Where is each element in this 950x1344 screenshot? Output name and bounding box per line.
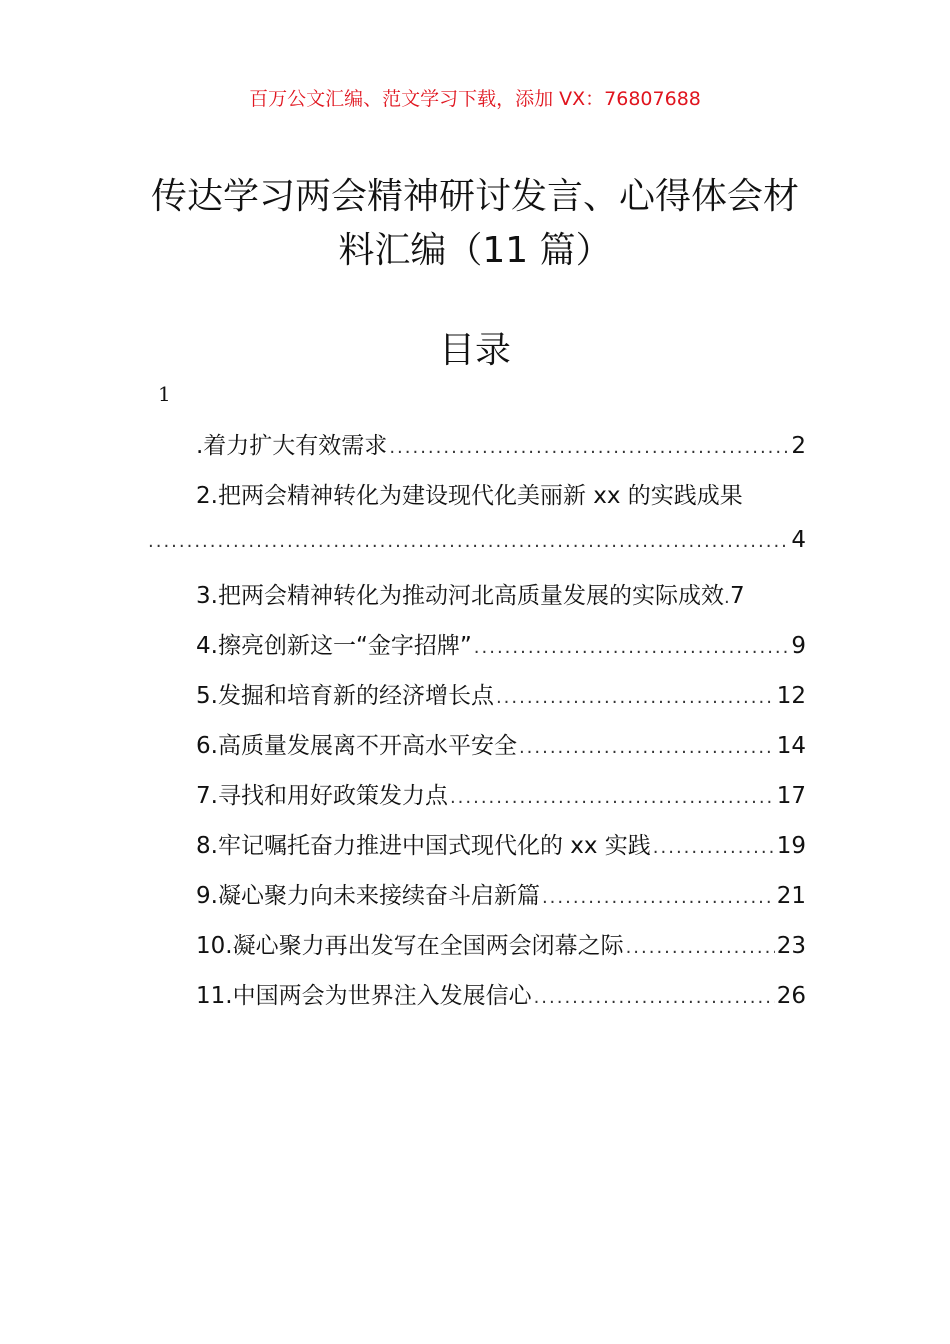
stray-number: 1 [158,382,171,406]
toc-entry-page: 2 [791,433,806,459]
toc-entry-label: 5.发掘和培育新的经济增长点 [196,683,494,709]
toc-entry[interactable] [196,827,806,859]
toc-entry-page: 21 [776,883,806,909]
document-title [150,170,800,278]
toc-entry-label: 2.把两会精神转化为建设现代化美丽新 xx 的实践成果 [196,483,743,509]
leader-dots [148,531,789,552]
toc-entry-page: 7 [729,583,745,609]
toc-entry[interactable] [196,777,806,809]
toc-entry[interactable] [196,577,806,609]
title-line-1: 传达学习两会精神研讨发言、心得体会材 [150,176,799,217]
leader-dots [389,437,789,458]
toc-entry-label: 6.高质量发展离不开高水平安全 [196,733,517,759]
toc-entry-label: 10.凝心聚力再出发写在全国两会闭幕之际 [196,933,624,959]
toc-entry[interactable] [196,627,806,659]
leader-dots [450,787,775,808]
toc-entry-label: 9.凝心聚力向未来接续奋斗启新篇 [196,883,540,909]
toc-entry[interactable] [196,877,806,909]
toc-entry-page: 17 [776,783,806,809]
leader-dots [474,637,790,658]
toc-entry-page: 14 [776,733,806,759]
toc-entry-page: 23 [776,933,806,959]
toc-entry[interactable] [196,427,806,459]
toc-entry-continuation[interactable] [146,527,806,559]
toc-entry-label: 3.把两会精神转化为推动河北高质量发展的实际成效 [196,583,724,609]
toc-entry-label: 7.寻找和用好政策发力点 [196,783,448,809]
toc-entry[interactable] [196,677,806,709]
toc-entry[interactable] [196,727,806,759]
leader-dots [519,737,775,758]
toc-entry-label: 4.擦亮创新这一“金字招牌” [196,633,472,659]
leader-dots [534,987,775,1008]
toc-entry-page: 26 [776,983,806,1009]
leader-dots [496,687,775,708]
toc-heading: 目录 [438,330,511,371]
toc-entry[interactable] [196,477,806,509]
toc-entry-page: 19 [776,833,806,859]
leader-dots [653,837,775,858]
toc-entry-page: 12 [776,683,806,709]
toc-entry-page: 9 [791,633,806,659]
toc-entry-page: 4 [791,527,806,553]
toc-entry[interactable] [196,927,806,959]
leader-dots [542,887,775,908]
toc-entry[interactable] [196,977,806,1009]
toc-entry-label: 11.中国两会为世界注入发展信心 [196,983,532,1009]
leader-dots [626,937,775,958]
header-banner: 百万公文汇编、范文学习下载，添加 VX：76807688 [249,88,701,110]
toc-entry-label: 8.牢记嘱托奋力推进中国式现代化的 xx 实践 [196,833,651,859]
toc-entry-label: .着力扩大有效需求 [196,433,388,459]
title-line-2: 料汇编（11 篇） [338,230,612,271]
